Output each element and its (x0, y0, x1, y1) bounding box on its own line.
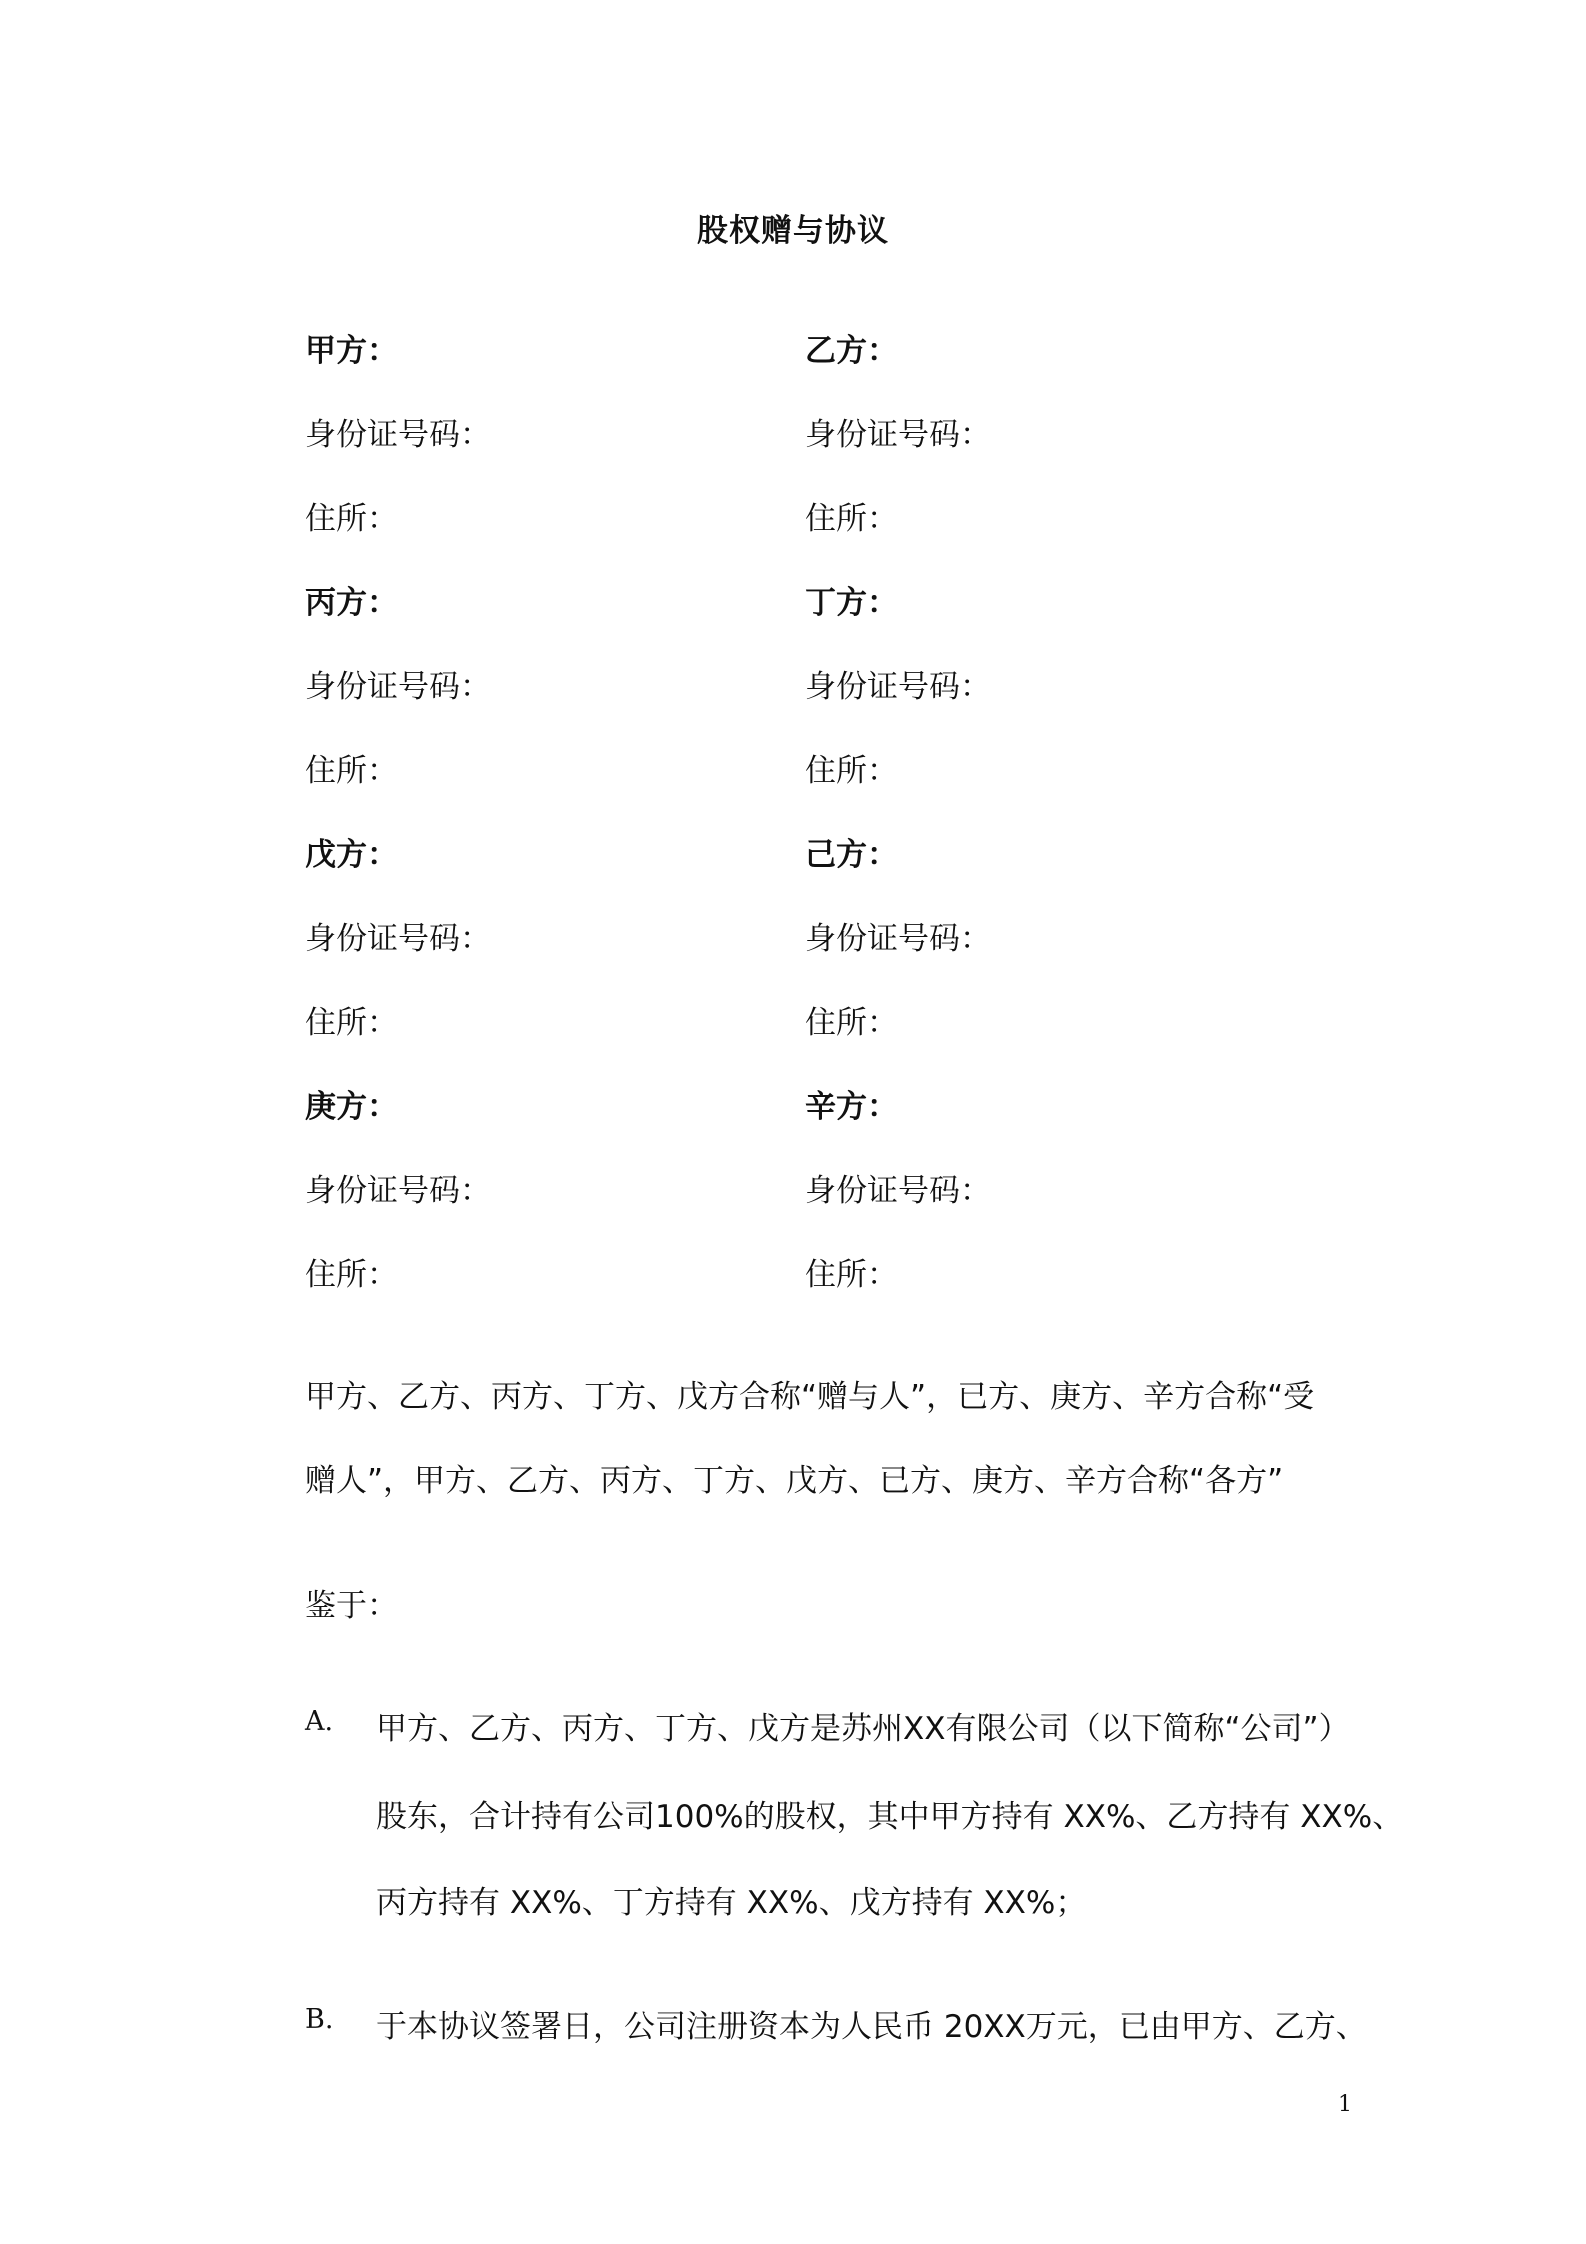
item-a-line-1: 甲方、乙方、丙方、丁方、戊方是苏州XX有限公司（以下简称“公司”） (376, 1711, 1350, 1747)
party-bing-id-label: 身份证号码： (305, 669, 491, 705)
party-wu-id-label: 身份证号码： (305, 921, 491, 957)
party-jia-name: 甲方： (305, 333, 398, 369)
party-address-row (305, 745, 1355, 795)
party-ding-address-label: 住所： (805, 753, 898, 789)
page-number: 1 (1338, 2092, 1352, 2117)
party-xin-id-label: 身份证号码： (805, 1173, 991, 1209)
item-b-line-1: 于本协议签署日，公司注册资本为人民币 20XX万元，已由甲方、乙方、 (376, 2009, 1367, 2045)
party-bing-address-label: 住所： (305, 753, 398, 789)
party-bing-name: 丙方： (305, 585, 398, 621)
party-ji-name: 己方： (805, 837, 898, 873)
party-id-row (305, 913, 1355, 963)
party-yi-id-label: 身份证号码： (805, 417, 991, 453)
item-a-line-2: 股东，合计持有公司100%的股权，其中甲方持有 XX%、乙方持有 XX%、 (376, 1799, 1404, 1835)
party-id-row (305, 1165, 1355, 1215)
party-geng-name: 庚方： (305, 1089, 398, 1125)
party-id-row (305, 409, 1355, 459)
party-xin-address-label: 住所： (805, 1257, 898, 1293)
party-ding-name: 丁方： (805, 585, 898, 621)
party-address-row (305, 997, 1355, 1047)
party-jia-address-label: 住所： (305, 501, 398, 537)
party-name-row (305, 577, 1355, 627)
party-yi-name: 乙方： (805, 333, 898, 369)
party-yi-address-label: 住所： (805, 501, 898, 537)
party-jia-id-label: 身份证号码： (305, 417, 491, 453)
party-wu-name: 戊方： (305, 837, 398, 873)
item-a-line-3: 丙方持有 XX%、丁方持有 XX%、戊方持有 XX%； (376, 1885, 1087, 1921)
item-b-letter: B. (305, 2004, 334, 2035)
party-name-row (305, 829, 1355, 879)
party-xin-name: 辛方： (805, 1089, 898, 1125)
definition-line-1: 甲方、乙方、丙方、丁方、戊方合称“赠与人”，已方、庚方、辛方合称“受 (305, 1379, 1315, 1415)
party-ding-id-label: 身份证号码： (805, 669, 991, 705)
party-name-row (305, 1081, 1355, 1131)
party-wu-address-label: 住所： (305, 1005, 398, 1041)
party-ji-address-label: 住所： (805, 1005, 898, 1041)
party-address-row (305, 1249, 1355, 1299)
party-ji-id-label: 身份证号码： (805, 921, 991, 957)
whereas-label: 鉴于： (305, 1588, 398, 1624)
party-name-row (305, 325, 1355, 375)
definition-line-2: 赠人”，甲方、乙方、丙方、丁方、戊方、已方、庚方、辛方合称“各方” (305, 1463, 1284, 1499)
party-id-row (305, 661, 1355, 711)
party-geng-id-label: 身份证号码： (305, 1173, 491, 1209)
document-title: 股权赠与协议 (697, 213, 889, 249)
party-address-row (305, 493, 1355, 543)
party-geng-address-label: 住所： (305, 1257, 398, 1293)
item-a-letter: A. (305, 1706, 334, 1737)
